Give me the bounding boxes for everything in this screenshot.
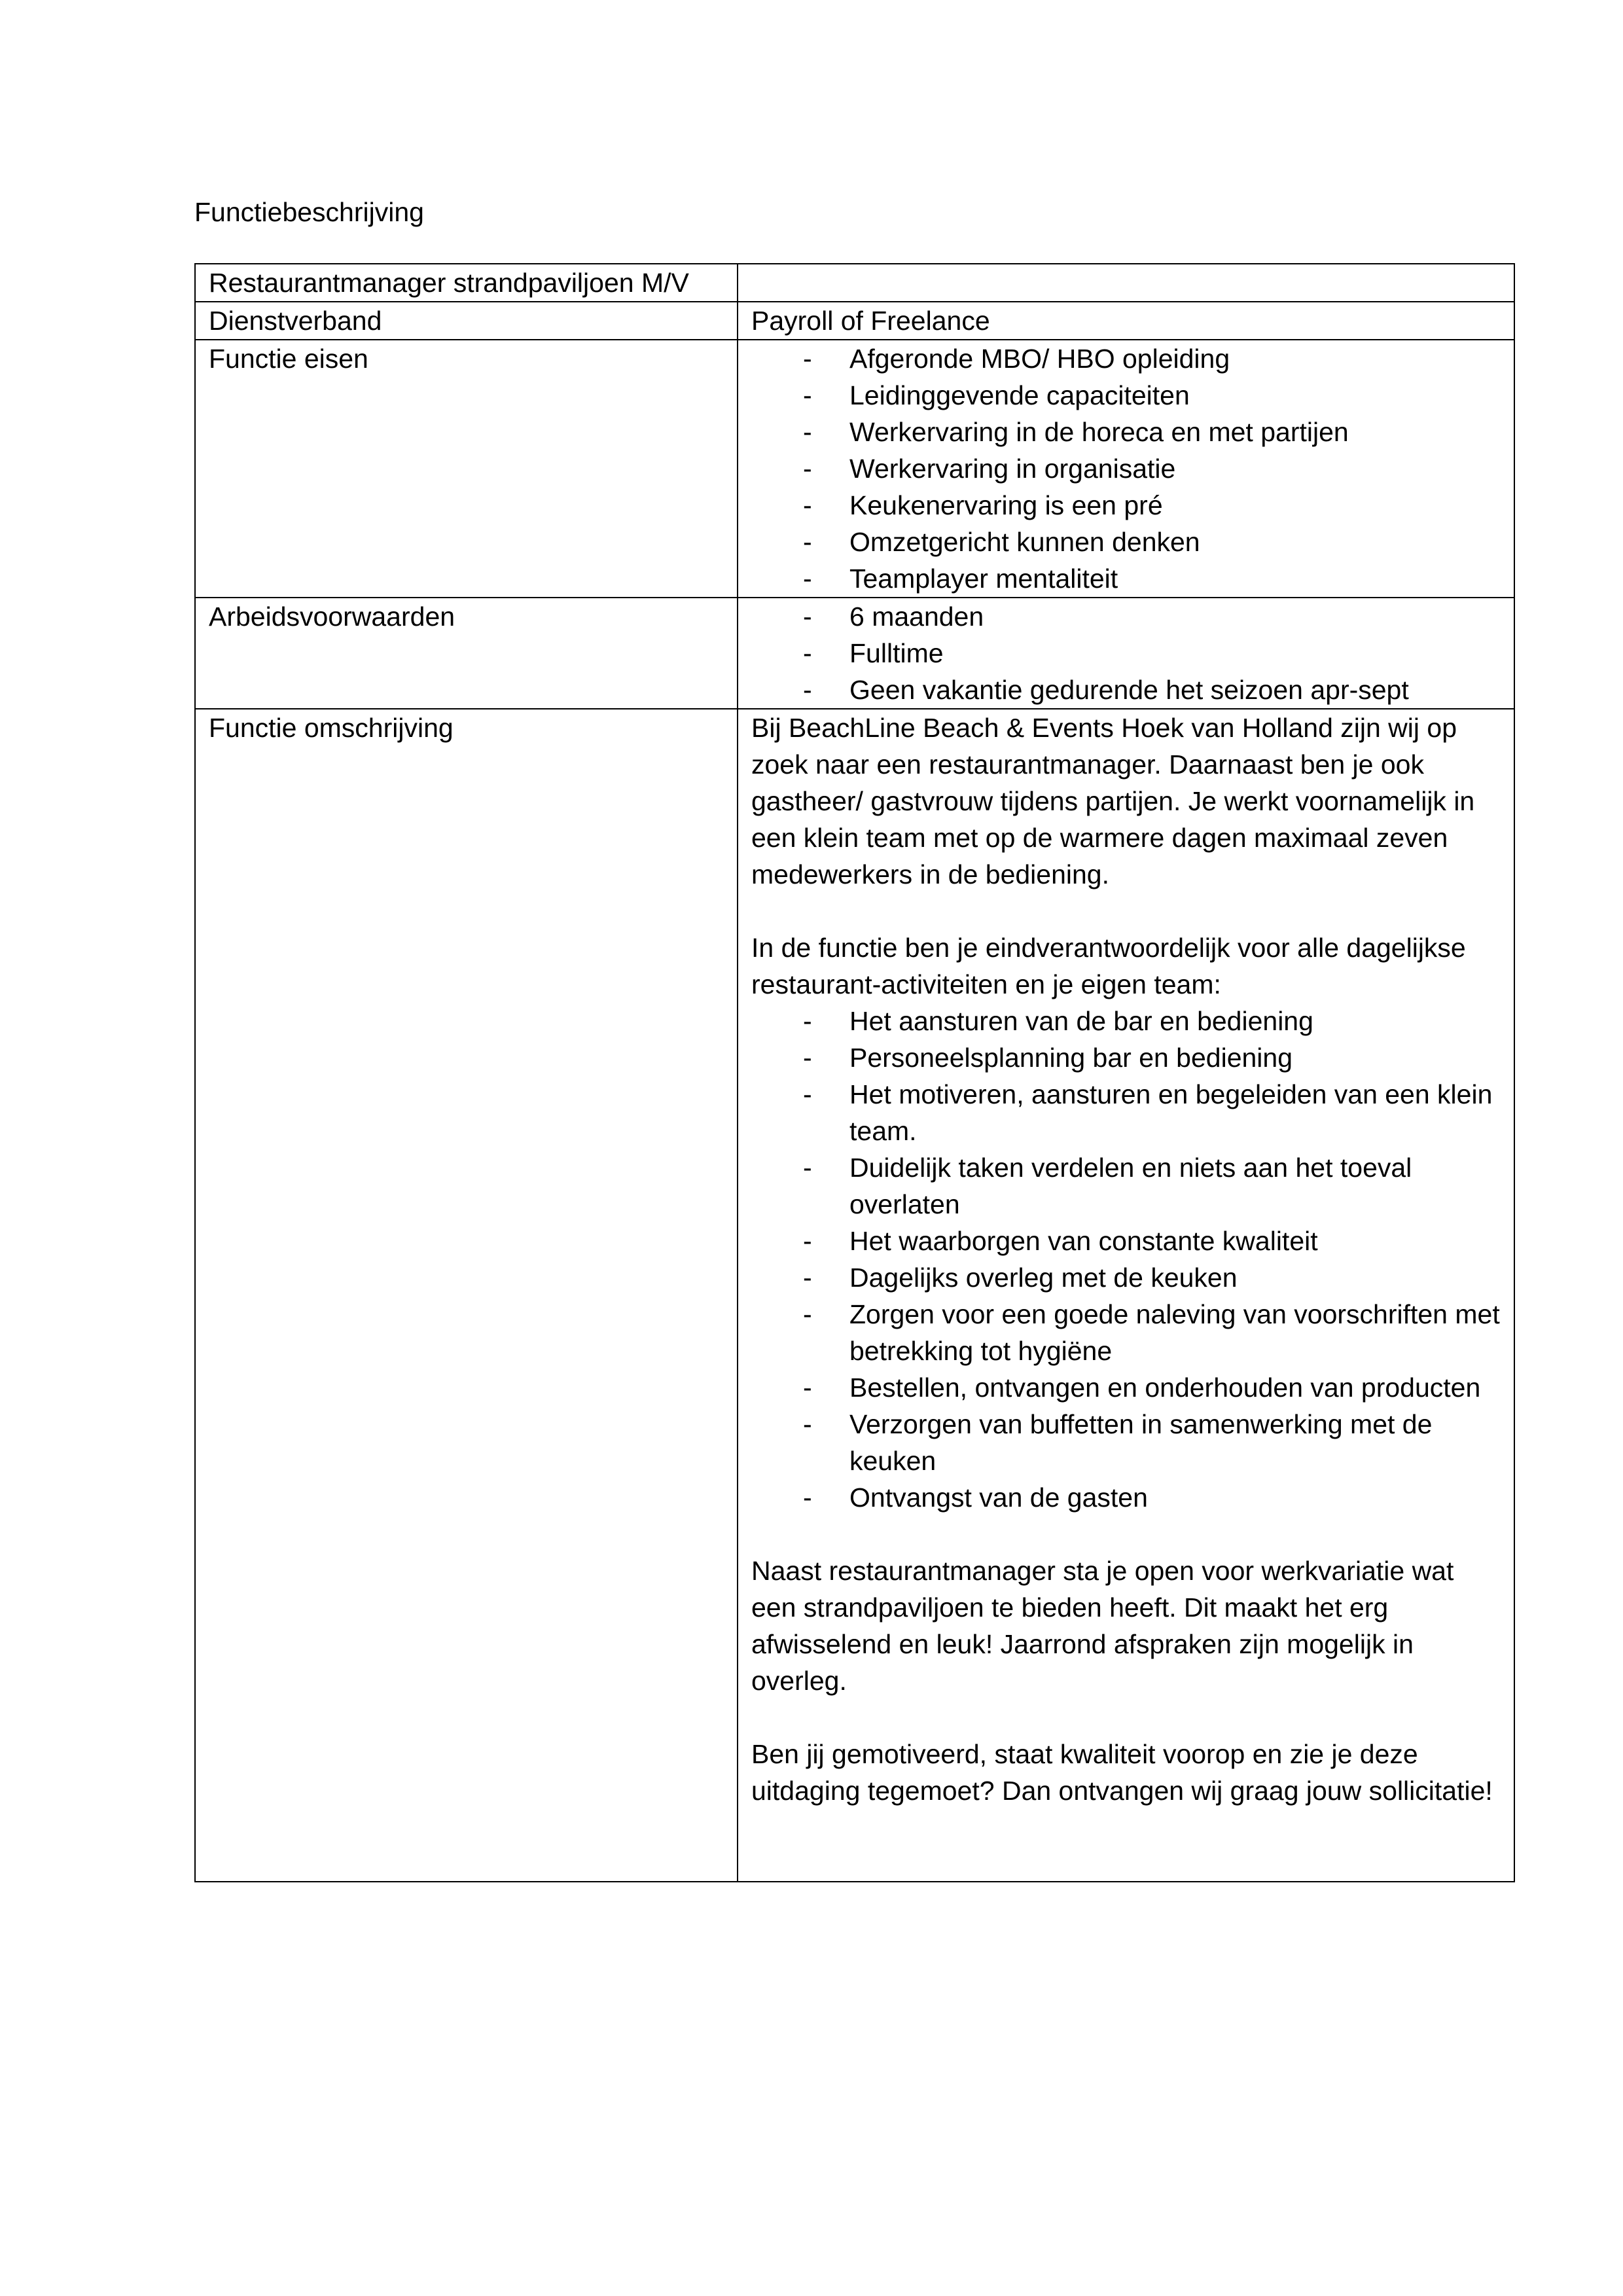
list-item-text: Keukenervaring is een pré	[849, 490, 1163, 520]
list-item	[751, 1076, 1501, 1149]
bullet-dash: -	[803, 601, 812, 632]
responsibilities-list	[751, 1003, 1501, 1516]
bullet-dash: -	[803, 417, 812, 447]
list-item	[751, 1259, 1501, 1296]
job-title-value	[738, 264, 1514, 302]
bullet-dash: -	[803, 638, 812, 668]
list-item-text: Dagelijks overleg met de keuken	[849, 1263, 1238, 1293]
bullet-dash: -	[803, 344, 812, 374]
list-item	[751, 1039, 1501, 1076]
job-description-table	[194, 263, 1515, 1882]
paragraph-spacer	[751, 893, 1501, 929]
intro-paragraph: Bij BeachLine Beach & Events Hoek van Holland zijn wij op zoek naar een restaurantmanager. Daarnaast ben je ook gastheer/ gastvrouw tijdens partijen. Je werkt voornamelijk in een klein team met op de warmere dagen maximaal zeven medewerkers in de bediening.	[751, 713, 1475, 889]
list-item	[751, 1003, 1501, 1039]
list-item-text: Het aansturen van de bar en bediening	[849, 1006, 1313, 1036]
closing-paragraph: Ben jij gemotiveerd, staat kwaliteit voorop en zie je deze uitdaging tegemoet? Dan ontvangen wij graag jouw sollicitatie!	[751, 1739, 1493, 1806]
bullet-dash: -	[803, 1226, 812, 1256]
functie-omschrijving-label: Functie omschrijving	[195, 709, 738, 1882]
arbeidsvoorwaarden-list	[751, 598, 1501, 708]
functie-eisen-value	[738, 340, 1514, 598]
functie-omschrijving-value	[738, 709, 1514, 1882]
table-row-functie-omschrijving	[195, 709, 1514, 1882]
list-item	[751, 487, 1501, 524]
list-item-text: Werkervaring in de horeca en met partijen	[849, 417, 1349, 447]
list-item-text: Omzetgericht kunnen denken	[849, 527, 1200, 557]
bullet-dash: -	[803, 564, 812, 594]
list-item-text: Het motiveren, aansturen en begeleiden van een klein team.	[849, 1079, 1493, 1146]
bullet-dash: -	[803, 1079, 812, 1109]
paragraph-spacer	[751, 1516, 1501, 1552]
list-item	[751, 560, 1501, 597]
list-item-text: Personeelsplanning bar en bediening	[849, 1043, 1293, 1073]
list-item	[751, 524, 1501, 560]
job-title-label: Restaurantmanager strandpaviljoen M/V	[195, 264, 738, 302]
list-item-text: Bestellen, ontvangen en onderhouden van producten	[849, 1372, 1481, 1403]
variation-paragraph: Naast restaurantmanager sta je open voor werkvariatie wat een strandpaviljoen te bieden heeft. Dit maakt het erg afwisselend en leuk! Jaarrond afspraken zijn mogelijk in overleg.	[751, 1556, 1454, 1696]
bullet-dash: -	[803, 454, 812, 484]
bullet-dash: -	[803, 1299, 812, 1329]
list-item	[751, 1479, 1501, 1516]
table-row-functie-eisen	[195, 340, 1514, 598]
table-row-job-title	[195, 264, 1514, 302]
bullet-dash: -	[803, 527, 812, 557]
dienstverband-label: Dienstverband	[195, 302, 738, 340]
functie-eisen-list	[751, 340, 1501, 597]
bullet-dash: -	[803, 1409, 812, 1439]
bullet-dash: -	[803, 1153, 812, 1183]
arbeidsvoorwaarden-label: Arbeidsvoorwaarden	[195, 598, 738, 709]
list-item	[751, 1296, 1501, 1369]
list-item-text: Geen vakantie gedurende het seizoen apr-sept	[849, 675, 1409, 705]
document-title: Functiebeschrijving	[194, 197, 424, 227]
list-item	[751, 377, 1501, 414]
bullet-dash: -	[803, 1372, 812, 1403]
list-item-text: Zorgen voor een goede naleving van voorschriften met betrekking tot hygiëne	[849, 1299, 1500, 1366]
list-item-text: Duidelijk taken verdelen en niets aan het toeval overlaten	[849, 1153, 1412, 1219]
list-item-text: Het waarborgen van constante kwaliteit	[849, 1226, 1318, 1256]
bullet-dash: -	[803, 1263, 812, 1293]
bullet-dash: -	[803, 1006, 812, 1036]
list-item-text: Teamplayer mentaliteit	[849, 564, 1118, 594]
functie-eisen-label: Functie eisen	[195, 340, 738, 598]
list-item	[751, 672, 1501, 708]
bullet-dash: -	[803, 380, 812, 410]
table-row-dienstverband	[195, 302, 1514, 340]
bullet-dash: -	[803, 490, 812, 520]
bullet-dash: -	[803, 1043, 812, 1073]
list-item	[751, 1369, 1501, 1406]
dienstverband-value: Payroll of Freelance	[738, 302, 1514, 340]
list-item	[751, 340, 1501, 377]
bullet-dash: -	[803, 1482, 812, 1513]
paragraph-spacer	[751, 1699, 1501, 1736]
list-item	[751, 635, 1501, 672]
list-item	[751, 598, 1501, 635]
list-item-text: Afgeronde MBO/ HBO opleiding	[849, 344, 1230, 374]
table-row-arbeidsvoorwaarden	[195, 598, 1514, 709]
list-item-text: Werkervaring in organisatie	[849, 454, 1176, 484]
list-item	[751, 1149, 1501, 1223]
list-item	[751, 1223, 1501, 1259]
list-item-text: Fulltime	[849, 638, 944, 668]
bullet-dash: -	[803, 675, 812, 705]
arbeidsvoorwaarden-value	[738, 598, 1514, 709]
list-item-text: 6 maanden	[849, 601, 984, 632]
responsibilities-lead: In de functie ben je eindverantwoordelijk voor alle dagelijkse restaurant-activiteiten en je eigen team:	[751, 933, 1466, 999]
list-item	[751, 1406, 1501, 1479]
list-item-text: Ontvangst van de gasten	[849, 1482, 1148, 1513]
list-item-text: Leidinggevende capaciteiten	[849, 380, 1190, 410]
list-item-text: Verzorgen van buffetten in samenwerking met de keuken	[849, 1409, 1433, 1476]
list-item	[751, 414, 1501, 450]
list-item	[751, 450, 1501, 487]
